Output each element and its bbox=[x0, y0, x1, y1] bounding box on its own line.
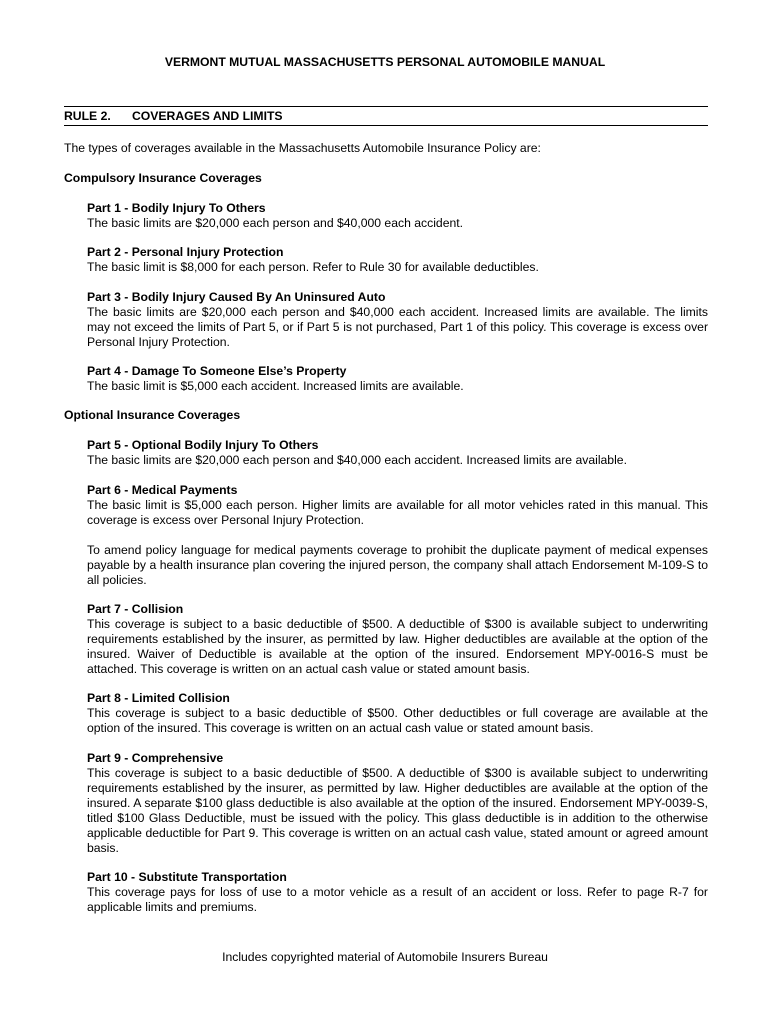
part-6 bbox=[87, 483, 708, 528]
part-title: Part 10 - Substitute Transportation bbox=[87, 870, 287, 884]
part-title: Part 3 - Bodily Injury Caused By An Uninsured Auto bbox=[87, 290, 386, 304]
document-title: VERMONT MUTUAL MASSACHUSETTS PERSONAL AUTOMOBILE MANUAL bbox=[164, 55, 606, 69]
part-3 bbox=[87, 290, 708, 350]
part-1 bbox=[87, 201, 708, 231]
rule-heading bbox=[64, 106, 708, 126]
part-title: Part 9 - Comprehensive bbox=[87, 751, 224, 765]
part-body: This coverage is subject to a basic deductible of $500. A deductible of $300 is available subject to underwriting requirements established by the insurer, as permitted by law. Higher deductibles are available at the option of the insured. Waiver of Deductible is available at the option of the insured. Endorsement MPY-0016-S must be attached. This coverage is written on an actual cash value or stated amount basis. bbox=[87, 617, 708, 676]
part-body: The basic limits are $20,000 each person and $40,000 each accident. Increased limits are available. The limits may not exceed the limits of Part 5, or if Part 5 is not purchased, Part 1 of this policy. This coverage is excess over Personal Injury Protection. bbox=[87, 305, 708, 349]
part-body: The basic limits are $20,000 each person and $40,000 each accident. bbox=[87, 216, 464, 230]
part-body: This coverage is subject to a basic deductible of $500. Other deductibles or full coverage are available at the option of the insured. This coverage is written on an actual cash value or stated amount basis. bbox=[87, 706, 708, 735]
part-title: Part 6 - Medical Payments bbox=[87, 483, 238, 497]
part-body: The basic limit is $5,000 each accident. Increased limits are available. bbox=[87, 379, 464, 393]
part-10 bbox=[87, 870, 708, 915]
compulsory-heading: Compulsory Insurance Coverages bbox=[64, 171, 262, 185]
copyright-footer: Includes copyrighted material of Automobile Insurers Bureau bbox=[222, 950, 548, 964]
part-title: Part 8 - Limited Collision bbox=[87, 691, 230, 705]
optional-heading: Optional Insurance Coverages bbox=[64, 408, 241, 422]
rule-name: COVERAGES AND LIMITS bbox=[132, 109, 283, 123]
part-5 bbox=[87, 438, 708, 468]
part-body: The basic limits are $20,000 each person and $40,000 each accident. Increased limits are available. bbox=[87, 453, 627, 467]
part-7 bbox=[87, 602, 708, 677]
part-2 bbox=[87, 245, 708, 275]
part-title: Part 2 - Personal Injury Protection bbox=[87, 245, 284, 259]
part-title: Part 5 - Optional Bodily Injury To Others bbox=[87, 438, 319, 452]
part-6-medical-note bbox=[87, 543, 708, 588]
part-4 bbox=[87, 364, 708, 394]
rule-number: RULE 2. bbox=[64, 109, 111, 123]
part-body: This coverage pays for loss of use to a motor vehicle as a result of an accident or loss. Refer to page R-7 for applicable limits and premiums. bbox=[87, 885, 708, 914]
intro-paragraph: The types of coverages available in the Massachusetts Automobile Insurance Policy are: bbox=[64, 141, 541, 155]
part-body: To amend policy language for medical payments coverage to prohibit the duplicate payment of medical expenses payable by a health insurance plan covering the injured person, the company shall attach Endorsement M-109-S to all policies. bbox=[87, 543, 708, 587]
part-body: The basic limit is $5,000 each person. Higher limits are available for all motor vehicles rated in this manual. This coverage is excess over Personal Injury Protection. bbox=[87, 498, 708, 527]
part-9 bbox=[87, 751, 708, 856]
part-8 bbox=[87, 691, 708, 736]
part-body: The basic limit is $8,000 for each person. Refer to Rule 30 for available deductibles. bbox=[87, 260, 539, 274]
part-title: Part 1 - Bodily Injury To Others bbox=[87, 201, 266, 215]
part-title: Part 7 - Collision bbox=[87, 602, 184, 616]
part-title: Part 4 - Damage To Someone Else’s Property bbox=[87, 364, 347, 378]
part-body: This coverage is subject to a basic deductible of $500. A deductible of $300 is available subject to underwriting requirements established by the insurer, as permitted by law. Higher deductibles are available at the option of the insured. A separate $100 glass deductible is also available at the option of the insured. Endorsement MPY-0039-S, titled $100 Glass Deductible, must be issued with the policy. This glass deductible is in addition to the otherwise applicable deductible for Part 9. This coverage is written on an actual cash value, stated amount or agreed amount basis. bbox=[87, 766, 708, 855]
